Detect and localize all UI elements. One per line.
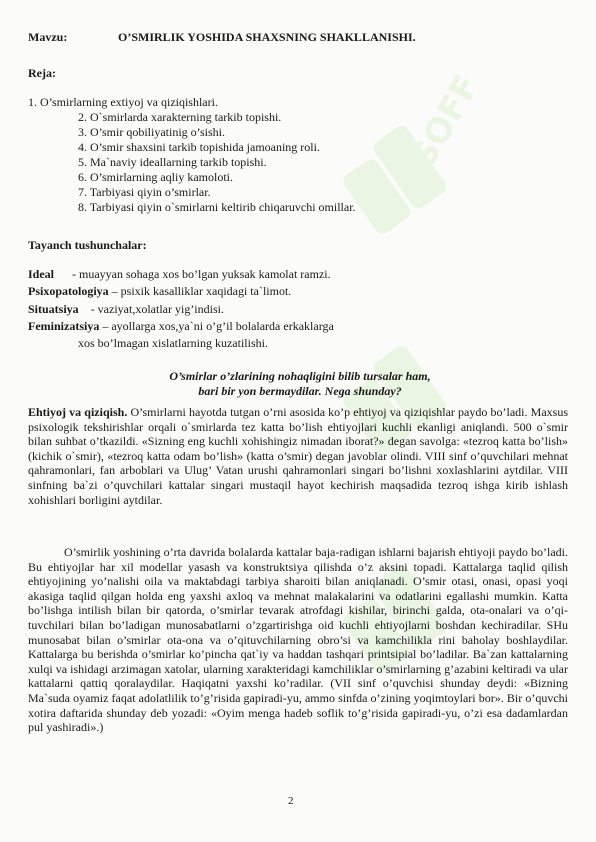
plan-item: 6. O’smirlarning aqliy kamoloti. bbox=[78, 170, 233, 184]
page-number: 2 bbox=[288, 795, 294, 807]
term-row bbox=[28, 319, 334, 333]
terms-heading: Tayanch tushunchalar: bbox=[28, 238, 147, 252]
plan-item-1: 1. O’smirlarning extiyoj va qiziqishlari. bbox=[28, 95, 218, 109]
term-row bbox=[28, 302, 224, 316]
plan-item: 3. O’smir qobiliyatinig o’sishi. bbox=[78, 125, 226, 139]
epigraph-line: O’smirlar o’zlarining nohaqligini bilib tursalar ham, bbox=[169, 369, 431, 383]
plan-item: 4. O’smir shaxsini tarkib topishida jamoaning roli. bbox=[78, 140, 320, 154]
term-definition: – psixik kasalliklar xaqidagi ta`limot. bbox=[108, 284, 292, 298]
paragraph-needs-interests bbox=[28, 405, 568, 507]
plan-item: 2. O`smirlarda xarakterning tarkib topishi. bbox=[78, 110, 282, 124]
paragraph-lead: Ehtiyoj va qiziqish. bbox=[28, 405, 128, 419]
topic-label: Mavzu: bbox=[28, 30, 68, 44]
topic-title: O’SMIRLIK YOSHIDA SHAXSNING SHAKLLANISHI. bbox=[118, 30, 416, 44]
epigraph bbox=[100, 369, 500, 399]
plan-heading: Reja: bbox=[28, 66, 56, 80]
plan-list bbox=[78, 110, 356, 215]
epigraph-line: bari bir yon bermaydilar. Nega shunday? bbox=[198, 384, 402, 398]
paragraph-middle-adolescence: O’smirlik yoshining o’rta davrida bolalarda kattalar baja-radigan ishlarni bajarish ehtiyoji paydo bo’ladi. Bu ehtiyojlar har xil modellar yasash va konstruktsiya qilishda o’z aksini topadi. Kattalarga taqlid qilish ehtiyojining yo’nalishi oila va maktabdagi tarbiya sharoiti bilan aniqlanadi. O’smir otasi, onasi, opasi yoqi akasiga taqlid qilgan holda eng yaxshi axloq va mehnat malakalarini va odatlarini egallashi mumkin. Katta bo’lishga intilish bilan bir qatorda, o’smirlar tevarak atrofdagi kishilar, birinchi galda, ota-onalari va o’qi-tuvchilari bilan bo’ladigan munosabatlarni o’zgartirishga oid kuchli ehtiyojlarni boshdan kechiradilar. SHu munosabat bilan o’smirlar ota-ona va o’qituvchilarning obro’si va kamchilikla rini baholay boshlaydilar. Kattalarga bu berishda o’smirlar ko’pincha qat`iy va haddan tashqari printsipial bo’ladilar. Ba`zan kattalarning xulqi va ishidagi arzimagan xatolar, ularning xarakteridagi kamchiliklar o’smirlarning g’azabini keltiradi va ular kattalarni qattiq qoralaydilar. Haqiqatni yaxshi ko’radilar. (VII sinf o’quvchisi shunday deydi: «Bizning Ma`suda oyamiz faqat adolatlilik to’g’risida gapiradi-yu, ammo sinfda o’zining yoqimtoylari bor». Bir o’quvchi xotira daftarida shunday deb yozadi: «Oyim menga hadeb soflik to’g’risida gapiradi-yu, o’zi esa dadamlardan pul yashiradi».) bbox=[28, 545, 568, 735]
term-definition-continuation: xos bo’lmagan xislatlarning kuzatilishi. bbox=[78, 336, 268, 350]
term-name: Psixopatologiya bbox=[28, 284, 109, 298]
term-row bbox=[28, 267, 331, 281]
plan-item: 8. Tarbiyasi qiyin o`smirlarni keltirib chiqaruvchi omillar. bbox=[78, 200, 356, 214]
term-name: Situatsiya bbox=[28, 302, 79, 316]
plan-item: 7. Tarbiyasi qiyin o’smirlar. bbox=[78, 185, 211, 199]
term-definition: – ayollarga xos,ya`ni o’g’il bolalarda erkaklarga bbox=[99, 319, 334, 333]
watermark-text: SOFF bbox=[403, 68, 488, 175]
paragraph-text: O’smirlarni hayotda tutgan o’rni asosida ko’p ehtiyoj va qiziqishlar paydo bo’ladi. Maxsus psixologik tekshirishlar orqali o`smirlarda tez katta bo’lish ehtiyojlari kuchli ekanligi aniqlandi. 500 o`smir bilan suhbat o’tkazildi. «Sizning eng kuchli xohishingiz nimadan iborat?» degan savolga: «tezroq katta bo’lish» (kichik o`smir), «tezroq katta odam bo’lish» (katta o’smir) degan javoblar olindi. VIII sinf o’quvchilari mehnat qahramonlari, fan arboblari va Ulug’ Vatan urushi qahramonlari singari bo’lishni xoxlashlarini aytdilar. VIII sinfning ba`zi o’quvchilari kattalar singari mustaqil hayot kechirish maqsadida tezroq ishga kirib ishlash xohishlari borligini aytdilar. bbox=[28, 405, 568, 507]
term-row bbox=[28, 284, 291, 298]
term-name: Ideal bbox=[28, 267, 55, 281]
term-definition: - vaziyat,xolatlar yig’indisi. bbox=[78, 302, 224, 316]
plan-item: 5. Ma`naviy ideallarning tarkib topishi. bbox=[78, 155, 267, 169]
term-definition: - muayyan sohaga xos bo’lgan yuksak kamolat ramzi. bbox=[54, 267, 331, 281]
term-name: Feminizatsiya bbox=[28, 319, 100, 333]
